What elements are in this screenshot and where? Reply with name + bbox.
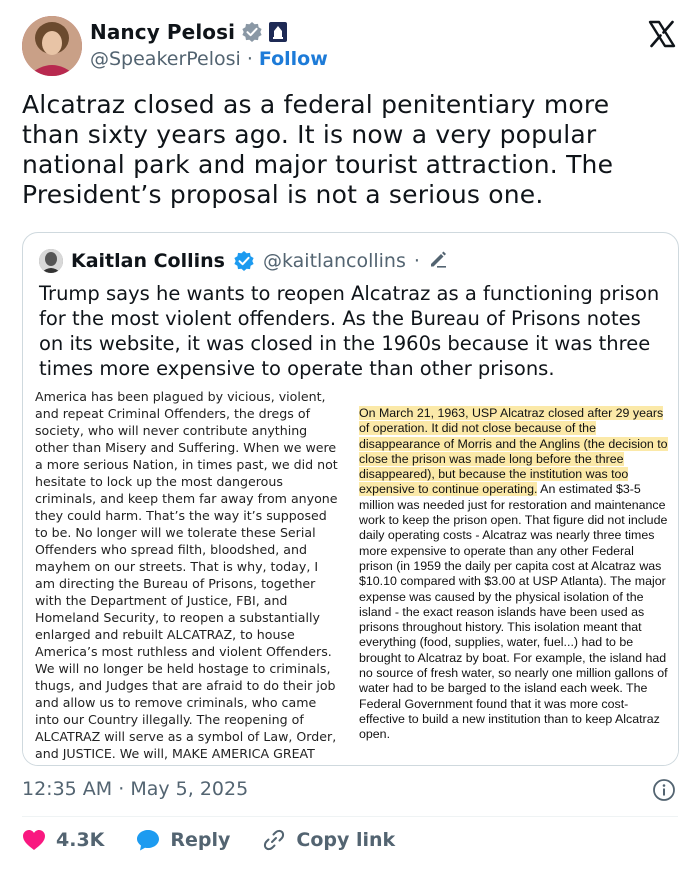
quote-separator: ·: [413, 250, 420, 272]
tweet-text: Alcatraz closed as a federal penitentiary more than sixty years ago. It is now a very popular national park and major tourist attraction. The President’s proposal is not a serious one.: [22, 90, 614, 209]
like-count: 4.3K: [56, 829, 105, 851]
author-avatar[interactable]: [22, 16, 82, 76]
link-icon: [262, 828, 286, 852]
government-badge-icon: [269, 22, 287, 42]
quote-text: Trump says he wants to reopen Alcatraz as a functioning prison for the most violent offenders. As the Bureau of Prisons notes on its website, it was closed in the 1960s because it was three times more expensive to operate than other prisons.: [39, 282, 660, 380]
verified-badge-icon: [233, 250, 255, 272]
author-handle[interactable]: @SpeakerPelosi: [90, 48, 241, 70]
like-button[interactable]: [22, 829, 104, 851]
quote-author-name[interactable]: Kaitlan Collins: [71, 250, 225, 272]
footer-divider: [22, 816, 678, 817]
timestamp-date: May 5, 2025: [130, 778, 249, 800]
x-logo-icon[interactable]: [648, 20, 676, 48]
follow-button[interactable]: Follow: [258, 48, 328, 70]
timestamp-separator: ·: [118, 778, 125, 800]
reply-bubble-icon: [136, 829, 160, 851]
copy-link-button[interactable]: [262, 828, 395, 852]
author-display-name[interactable]: Nancy Pelosi: [90, 20, 236, 44]
quote-image[interactable]: [23, 388, 678, 765]
handle-separator: ·: [246, 48, 253, 70]
info-icon[interactable]: [652, 778, 676, 802]
reply-label: Reply: [170, 829, 231, 851]
image-statement-text: America has been plagued by vicious, violent, and repeat Criminal Offenders, the dregs of society, who will never contribute anything other than Misery and Suffering. When we were a more serious Nation, in times past, we did not hesitate to lock up the most dangerous criminals, and keep them far away from anyone they could harm. That’s the way it’s supposed to be. No longer will we tolerate these Serial Offenders who spread filth, bloodshed, and mayhem on our streets. That is why, today, I am directing the Bureau of Prisons, together with the Department of Justice, FBI, and Homeland Security, to reopen a substantially enlarged and rebuilt ALCATRAZ, to house America’s most ruthless and violent Offenders. We will no longer be held hostage to criminals, thugs, and Judges that are afraid to do their job and allow us to remove criminals, who came into our Country illegally. The reopening of ALCATRAZ will serve as a symbol of Law, Order, and JUSTICE. We will, MAKE AMERICA GREAT: [35, 389, 338, 760]
quoted-tweet[interactable]: [22, 232, 679, 766]
image-body-text: An estimated $3-5 million was needed just for restoration and maintenance work to keep the prison open. That figure did not include daily operating costs - Alcatraz was nearly three times more expensive to operate than any other Federal prison (in 1959 the daily per capita cost at Alcatraz was $10.10 compared with $3.00 at USP Atlanta). The major expense was caused by the physical isolation of the island - the exact reason islands have been used as prisons throughout history. This isolation meant that everything (food, supplies, water, fuel...) had to be brought to Alcatraz by boat. For example, the island had no source of fresh water, so nearly one million gallons of water had to be barged to the island each week. The Federal Government found that it was more cost-effective to build a new institution than to keep Alcatraz open.: [359, 482, 668, 742]
verified-badge-icon: [241, 21, 263, 43]
quote-author-handle[interactable]: @kaitlancollins: [263, 250, 406, 272]
image-bop-text: [359, 406, 669, 743]
reply-button[interactable]: [136, 829, 230, 851]
tweet-timestamp[interactable]: [22, 778, 248, 800]
quote-author-avatar[interactable]: [39, 249, 63, 273]
action-bar: [22, 828, 427, 852]
heart-icon: [22, 829, 46, 851]
copy-link-label: Copy link: [296, 829, 396, 851]
image-highlighted-text: On March 21, 1963, USP Alcatraz closed after 29 years of operation. It did not close because of the disappearance of Morris and the Anglins (the decision to close the prison was made long before the three disappeared), but because the institution was too expensive to continue operating.: [359, 406, 668, 497]
timestamp-time: 12:35 AM: [22, 778, 113, 800]
pencil-icon: [428, 249, 448, 273]
